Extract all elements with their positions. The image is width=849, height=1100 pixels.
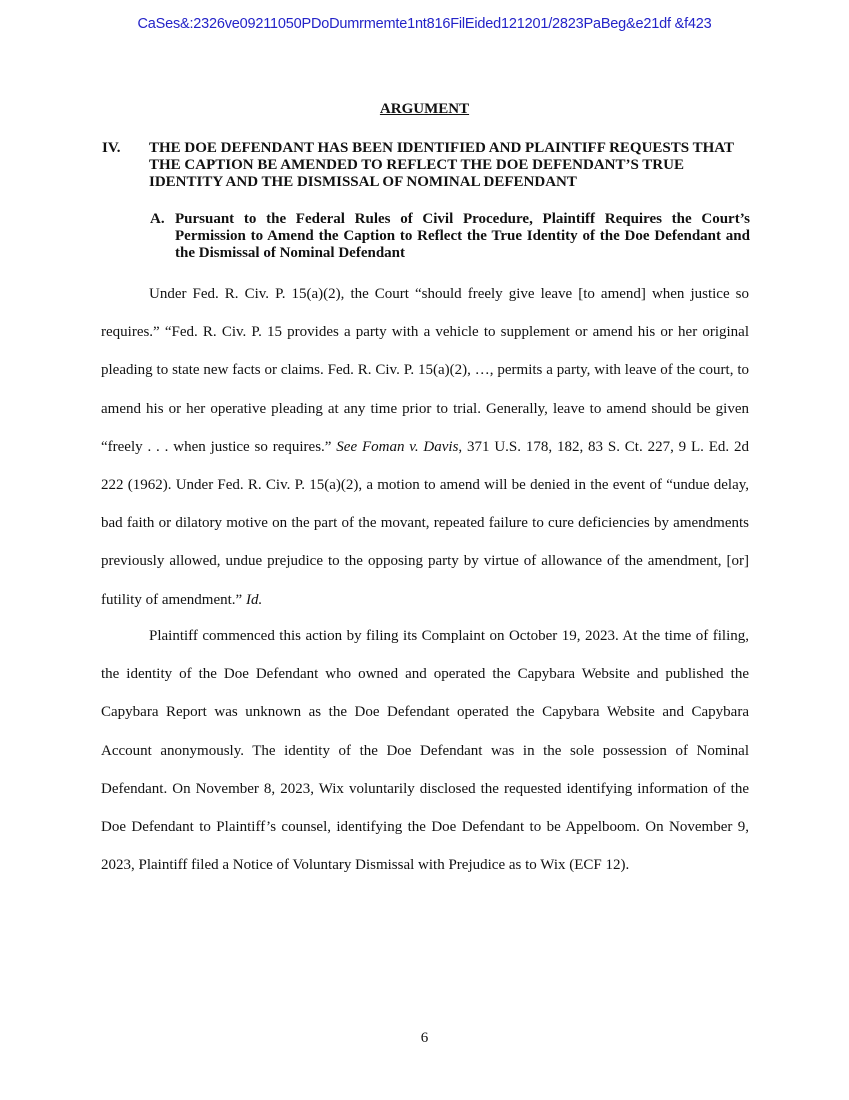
argument-heading: ARGUMENT: [379, 101, 470, 117]
body-paragraph-2: Plaintiff commenced this action by filing its Complaint on October 19, 2023. At the time of filing, the identity of the Doe Defendant who owned and operated the Capybara Website and published the Capybara Report was unknown as the Doe Defendant operated the Capybara Website and Capybara Account anonymously. The identity of the Doe Defendant was in the sole possession of Nominal Defendant. On November 8, 2023, Wix voluntarily disclosed the requested identifying information of the Doe Defendant to Plaintiff’s counsel, identifying the Doe Defendant to be Appelboom. On November 9, 2023, Plaintiff filed a Notice of Voluntary Dismissal with Prejudice as to Wix (ECF 12).: [101, 628, 749, 874]
case-header-stamp: CaSes&:2326ve09211050PDoDumrmemte1nt816FilEided121201/2823PaBeg&e21df &f423: [137, 16, 712, 32]
paragraph-text: Under Fed. R. Civ. P. 15(a)(2), the Court “should freely give leave [to amend] when justice so requires.” “Fed. R. Civ. P. 15 provides a party with a vehicle to supplement or amend his or her original pleading to state new facts or claims. Fed. R. Civ. P. 15(a)(2), …, permits a party, with leave of the court, to amend his or her operative pleading at any time prior to trial. Generally, leave to amend should be given “freely . . . when justice so requires.”: [101, 286, 749, 455]
case-citation: See Foman v. Davis: [336, 438, 459, 455]
paragraph-text: , 371 U.S. 178, 182, 83 S. Ct. 227, 9 L. Ed. 2d 222 (1962). Under Fed. R. Civ. P. 15(a)(2), a motion to amend will be denied in the event of “undue delay, bad faith or dilatory motive on the part of the movant, repeated failure to cure deficiencies by amendments previously allowed, undue prejudice to the opposing party by virtue of allowance of the amendment, [or] futility of amendment.”: [101, 438, 749, 608]
section-title: THE DOE DEFENDANT HAS BEEN IDENTIFIED AND PLAINTIFF REQUESTS THAT THE CAPTION BE AMENDED TO REFLECT THE DOE DEFENDANT’S TRUE IDENTITY AND THE DISMISSAL OF NOMINAL DEFENDANT: [149, 140, 734, 190]
id-citation: Id.: [245, 591, 263, 608]
page-number: 6: [420, 1030, 429, 1046]
section-heading: [102, 140, 750, 191]
subsection-letter: A.: [150, 211, 165, 227]
subsection-title: Pursuant to the Federal Rules of Civil Procedure, Plaintiff Requires the Court’s Permission to Amend the Caption to Reflect the True Identity of the Doe Defendant and the Dismissal of Nominal Defendant: [175, 211, 750, 261]
subsection-heading: [150, 211, 750, 262]
section-number: IV.: [102, 140, 121, 156]
body-paragraph-1: [101, 275, 749, 619]
